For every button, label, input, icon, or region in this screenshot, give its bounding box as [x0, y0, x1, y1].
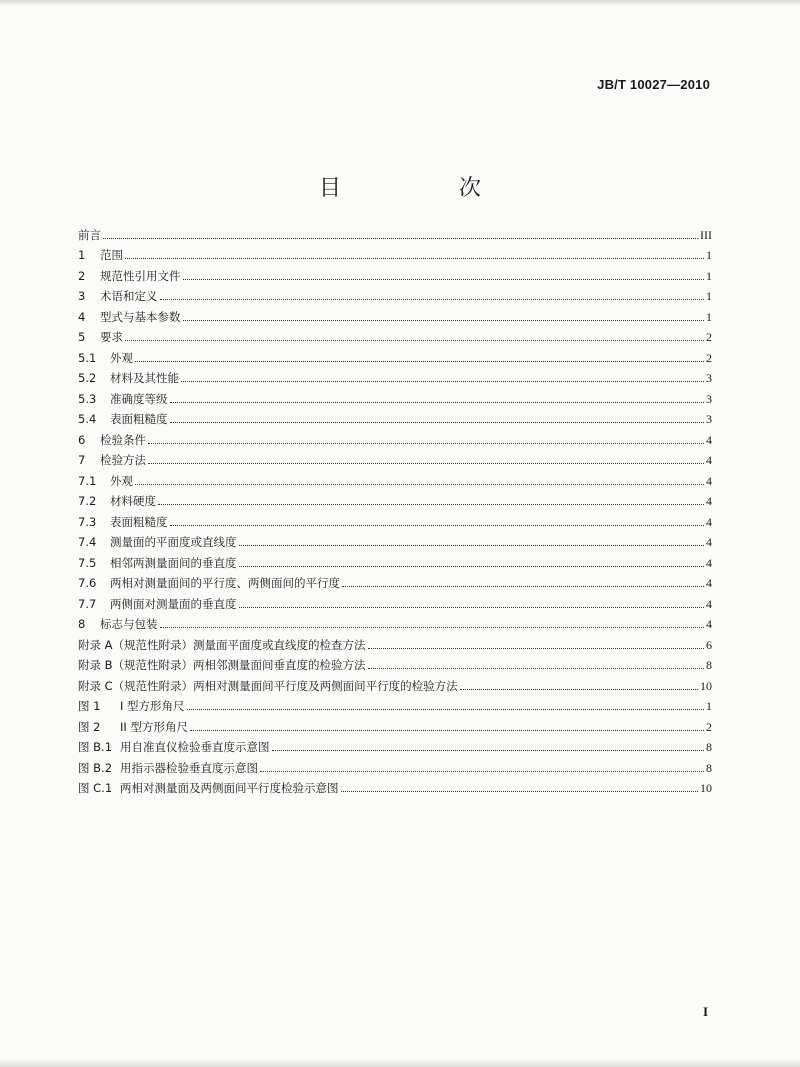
toc-entry-label: 两相对测量面间的平行度、两侧面间的平行度 — [110, 576, 340, 590]
toc-entry-page: 4 — [706, 617, 712, 631]
toc-entry[interactable] — [78, 693, 712, 714]
toc-entry-page: 2 — [706, 350, 712, 365]
toc-entry-number: 5.3 — [78, 391, 97, 406]
dot-leader — [170, 421, 705, 423]
table-of-contents — [78, 221, 712, 795]
toc-entry-number: 7 — [78, 453, 86, 467]
toc-entry-number: 7.4 — [78, 535, 97, 549]
dot-leader — [272, 749, 705, 751]
dot-leader — [183, 278, 705, 280]
toc-entry-page: 4 — [706, 596, 712, 611]
dot-leader — [341, 790, 699, 792]
toc-entry-number: 5.1 — [78, 350, 97, 365]
toc-entry-label: 材料及其性能 — [110, 371, 179, 385]
dot-leader — [368, 667, 704, 669]
toc-entry[interactable] — [78, 488, 712, 509]
dot-leader — [239, 565, 705, 567]
toc-entry[interactable] — [78, 406, 712, 427]
toc-entry[interactable] — [78, 262, 712, 283]
toc-entry-page: 1 — [706, 268, 712, 283]
toc-entry-label: 准确度等级 — [110, 391, 168, 406]
toc-entry[interactable] — [78, 385, 712, 406]
toc-entry-label: 标志与包装 — [100, 617, 158, 631]
dot-leader — [170, 524, 705, 526]
toc-entry[interactable] — [78, 467, 712, 488]
toc-entry-page: 2 — [706, 330, 712, 344]
toc-entry-page: 10 — [700, 781, 712, 795]
toc-entry-page: III — [700, 227, 712, 242]
toc-entry-label: 附录 A（规范性附录）测量面平面度或直线度的检查方法 — [78, 637, 366, 652]
dot-leader — [239, 544, 705, 546]
dot-leader — [160, 626, 705, 628]
toc-entry-page: 3 — [706, 371, 712, 385]
toc-entry[interactable] — [78, 426, 712, 447]
toc-entry-number: 8 — [78, 617, 86, 631]
toc-entry-number: 3 — [78, 289, 86, 303]
toc-entry-page: 4 — [706, 453, 712, 467]
toc-entry[interactable] — [78, 242, 712, 263]
dot-leader — [239, 606, 705, 608]
toc-entry-page: 8 — [706, 760, 712, 775]
toc-entry-page: 1 — [706, 248, 712, 262]
toc-entry-number: 4 — [78, 309, 86, 324]
toc-entry-label: 两侧面对测量面的垂直度 — [110, 596, 237, 611]
dot-leader — [368, 647, 704, 649]
toc-entry[interactable] — [78, 754, 712, 775]
toc-entry-page: 4 — [706, 576, 712, 590]
toc-entry-label: I 型方形角尺 — [120, 699, 185, 713]
scan-edge-bottom — [0, 1059, 800, 1067]
toc-entry-page: 4 — [706, 473, 712, 488]
toc-entry-number: 7.7 — [78, 596, 97, 611]
dot-leader — [170, 401, 705, 403]
toc-entry[interactable] — [78, 549, 712, 570]
toc-entry[interactable] — [78, 570, 712, 591]
toc-entry-page: 2 — [706, 719, 712, 734]
toc-entry-number: 7.3 — [78, 514, 97, 529]
toc-entry[interactable] — [78, 590, 712, 611]
toc-entry-page: 4 — [706, 555, 712, 570]
toc-entry-number: 1 — [78, 248, 86, 262]
toc-entry[interactable] — [78, 734, 712, 755]
toc-entry-label: 外观 — [110, 473, 133, 488]
dot-leader — [148, 462, 704, 464]
toc-entry-page: 4 — [706, 514, 712, 529]
toc-entry-number: 图 B.1 — [78, 740, 113, 754]
dot-leader — [103, 237, 698, 239]
toc-entry-label: 术语和定义 — [100, 289, 158, 303]
toc-entry[interactable] — [78, 344, 712, 365]
toc-entry-label: 检验方法 — [100, 453, 146, 467]
toc-entry-number: 图 1 — [78, 699, 101, 713]
toc-entry[interactable] — [78, 283, 712, 304]
toc-entry-label: 前言 — [78, 227, 101, 242]
toc-entry-label: 相邻两测量面间的垂直度 — [110, 555, 237, 570]
toc-entry-label: 规范性引用文件 — [100, 268, 181, 283]
toc-entry-number: 7.5 — [78, 555, 97, 570]
dot-leader — [260, 770, 704, 772]
toc-entry-page: 8 — [706, 658, 712, 672]
dot-leader — [135, 360, 704, 362]
toc-entry-number: 7.6 — [78, 576, 97, 590]
toc-entry-page: 4 — [706, 535, 712, 549]
dot-leader — [187, 708, 704, 710]
toc-entry-label: 型式与基本参数 — [100, 309, 181, 324]
toc-entry[interactable] — [78, 529, 712, 550]
toc-entry-page: 3 — [706, 391, 712, 406]
dot-leader — [460, 688, 698, 690]
dot-leader — [125, 257, 704, 259]
toc-entry-page: 1 — [706, 289, 712, 303]
dot-leader — [342, 585, 704, 587]
document-code: JB/T 10027—2010 — [597, 77, 710, 92]
toc-entry-label: 附录 B（规范性附录）两相邻测量面间垂直度的检验方法 — [78, 658, 366, 672]
toc-entry[interactable] — [78, 365, 712, 386]
dot-leader — [158, 503, 704, 505]
toc-entry[interactable] — [78, 652, 712, 673]
toc-entry[interactable] — [78, 713, 712, 734]
toc-entry-label: 附录 C（规范性附录）两相对测量面间平行度及两侧面间平行度的检验方法 — [78, 678, 458, 693]
toc-entry-page: 6 — [706, 637, 712, 652]
toc-entry-page: 1 — [706, 699, 712, 713]
toc-entry-label: 外观 — [110, 350, 133, 365]
toc-entry-page: 8 — [706, 740, 712, 754]
toc-entry-label: 两相对测量面及两侧面间平行度检验示意图 — [120, 781, 339, 795]
dot-leader — [181, 380, 704, 382]
toc-entry[interactable] — [78, 303, 712, 324]
toc-entry-page: 4 — [706, 432, 712, 447]
toc-entry-number: 6 — [78, 432, 86, 447]
toc-entry-label: 用指示器检验垂直度示意图 — [120, 760, 258, 775]
toc-entry[interactable] — [78, 631, 712, 652]
toc-entry[interactable] — [78, 611, 712, 632]
dot-leader — [183, 319, 705, 321]
dot-leader — [160, 298, 705, 300]
toc-entry-number: 图 2 — [78, 719, 101, 734]
toc-entry-number: 7.1 — [78, 473, 97, 488]
scan-edge-top — [0, 0, 800, 6]
toc-entry-label: II 型方形角尺 — [120, 719, 188, 734]
toc-entry-number: 图 B.2 — [78, 760, 113, 775]
toc-entry-page: 3 — [706, 412, 712, 426]
toc-entry-number: 图 C.1 — [78, 781, 113, 795]
toc-entry-label: 表面粗糙度 — [110, 412, 168, 426]
toc-entry-label: 要求 — [100, 330, 123, 344]
page-number: I — [702, 1004, 708, 1019]
toc-entry-label: 检验条件 — [100, 432, 146, 447]
toc-entry-label: 材料硬度 — [110, 494, 156, 508]
toc-entry-number: 7.2 — [78, 494, 97, 508]
dot-leader — [135, 483, 704, 485]
toc-entry-number: 5.2 — [78, 371, 97, 385]
toc-entry-page: 10 — [700, 678, 712, 693]
toc-entry[interactable] — [78, 672, 712, 693]
dot-leader — [148, 442, 704, 444]
toc-entry-number: 2 — [78, 268, 86, 283]
dot-leader — [125, 339, 704, 341]
toc-entry-number: 5 — [78, 330, 86, 344]
toc-entry-label: 用自准直仪检验垂直度示意图 — [120, 740, 270, 754]
toc-entry-label: 范围 — [100, 248, 123, 262]
toc-entry[interactable] — [78, 221, 712, 242]
dot-leader — [190, 729, 704, 731]
toc-entry[interactable] — [78, 447, 712, 468]
toc-entry-label: 表面粗糙度 — [110, 514, 168, 529]
toc-entry-page: 4 — [706, 494, 712, 508]
toc-entry[interactable] — [78, 775, 712, 796]
toc-entry[interactable] — [78, 508, 712, 529]
toc-entry-label: 测量面的平面度或直线度 — [110, 535, 237, 549]
toc-entry-number: 5.4 — [78, 412, 97, 426]
page-title: 目 次 — [318, 175, 529, 201]
toc-entry[interactable] — [78, 324, 712, 345]
toc-entry-page: 1 — [706, 309, 712, 324]
